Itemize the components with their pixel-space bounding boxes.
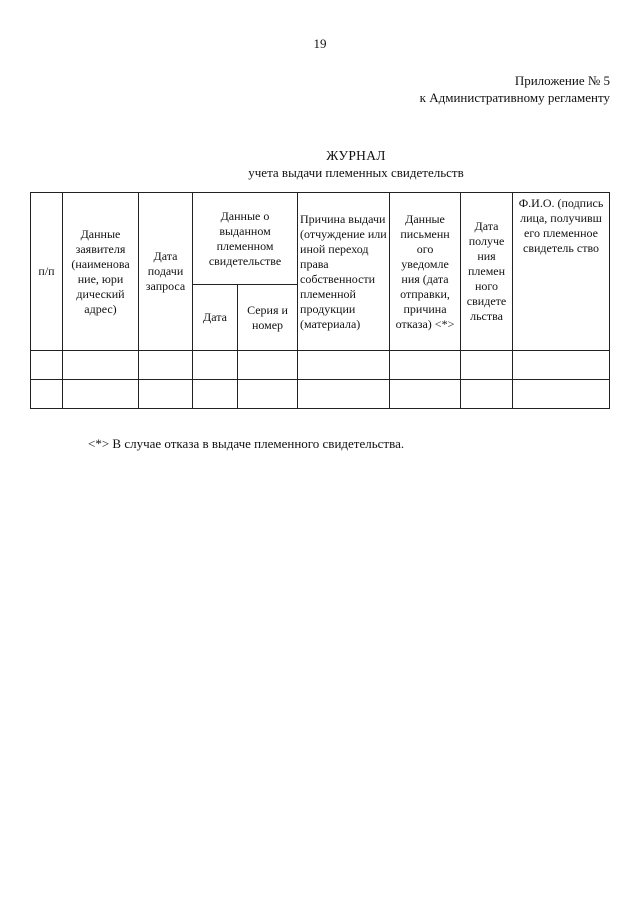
- table-cell: [139, 380, 193, 409]
- header-recipient: Ф.И.О. (подпись лица, получивш его племенное свидетель ство: [513, 193, 610, 351]
- header-issued-certificate: Данные о выданном племенном свидетельстве: [193, 193, 298, 285]
- table-row: [31, 351, 610, 380]
- table-cell: [193, 351, 238, 380]
- header-issue-reason: Причина выдачи (отчуждение или иной переход права собственности племенной продукции (материала): [298, 193, 390, 351]
- table-cell: [63, 351, 139, 380]
- journal-title: ЖУРНАЛ: [326, 148, 386, 163]
- table-cell: [390, 351, 461, 380]
- header-notification: Данные письменн ого уведомле ния (дата отправки, причина отказа) <*>: [390, 193, 461, 351]
- header-receipt-date: Дата получе ния племен ного свидете льства: [461, 193, 513, 351]
- appendix-line-1: Приложение № 5: [514, 73, 610, 88]
- table-cell: [31, 351, 63, 380]
- table-cell: [513, 351, 610, 380]
- table-cell: [390, 380, 461, 409]
- table-cell: [63, 380, 139, 409]
- header-request-date: Дата подачи запроса: [139, 193, 193, 351]
- table-cell: [298, 351, 390, 380]
- header-applicant: Данные заявителя (наименова ние, юри дический адрес): [63, 193, 139, 351]
- table-cell: [461, 380, 513, 409]
- footnote: <*> В случае отказа в выдаче племенного свидетельства.: [88, 436, 405, 451]
- table-cell: [461, 351, 513, 380]
- appendix-reference: [420, 72, 610, 106]
- page-number: 19: [313, 36, 327, 51]
- table-cell: [238, 351, 298, 380]
- header-number: п/п: [31, 193, 63, 351]
- table-cell: [513, 380, 610, 409]
- appendix-line-2: к Административному регламенту: [419, 90, 610, 105]
- journal-subtitle: учета выдачи племенных свидетельств: [248, 165, 464, 180]
- table-cell: [31, 380, 63, 409]
- journal-table: [30, 192, 610, 409]
- table-cell: [139, 351, 193, 380]
- header-issued-series: Серия и номер: [238, 285, 298, 351]
- table-cell: [298, 380, 390, 409]
- header-issued-date: Дата: [193, 285, 238, 351]
- table-row: [31, 380, 610, 409]
- table-cell: [193, 380, 238, 409]
- table-cell: [238, 380, 298, 409]
